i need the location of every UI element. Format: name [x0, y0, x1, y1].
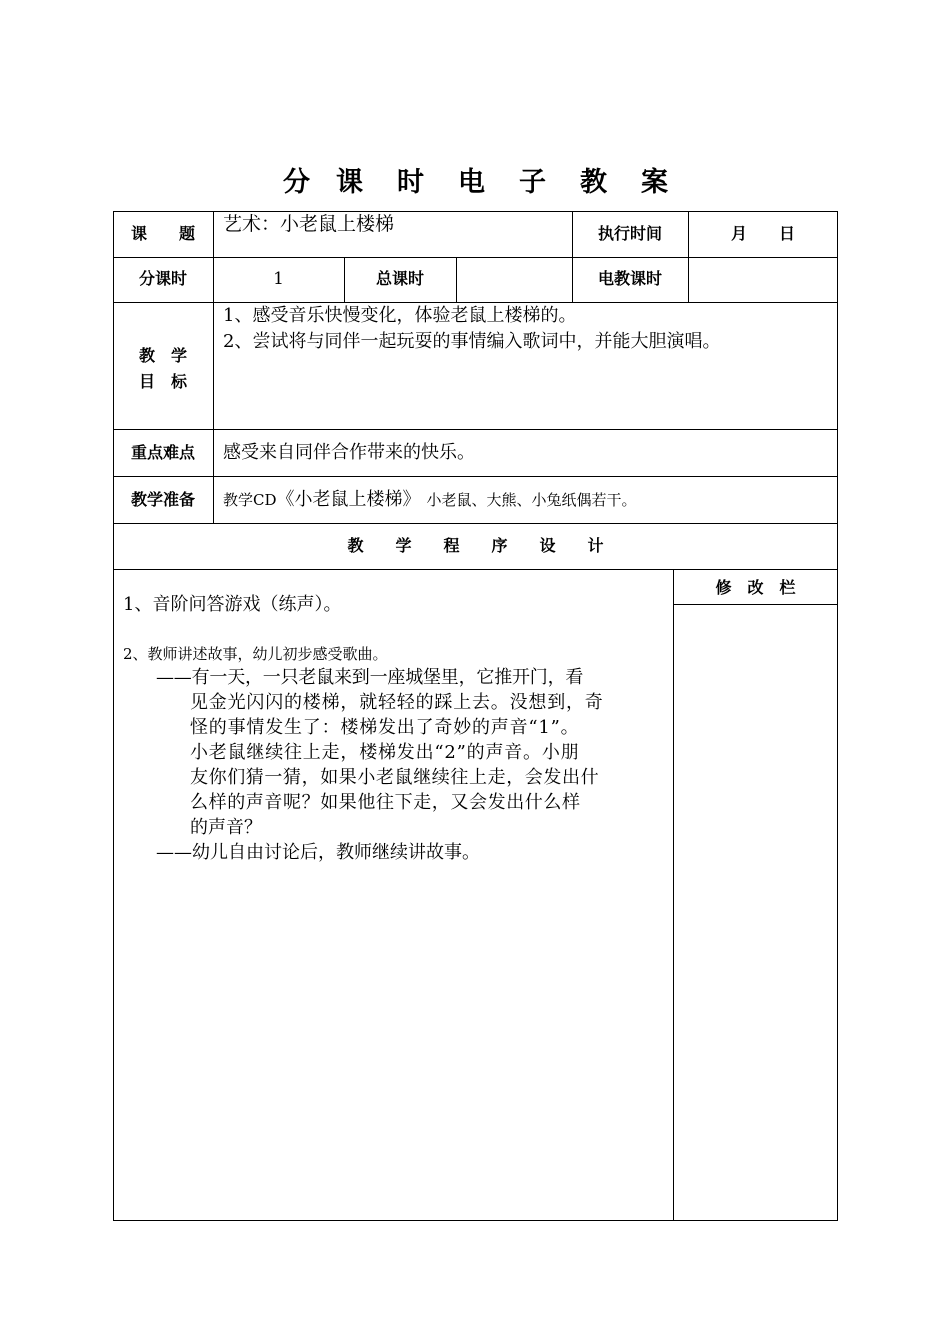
topic-label: 课 题: [130, 224, 195, 243]
exec-time-value: 月 日: [730, 224, 795, 243]
title-char: 分: [283, 167, 310, 198]
column-divider: [673, 569, 674, 1220]
title-char: 子: [519, 167, 546, 198]
topic-value: 艺术：小老鼠上楼梯: [223, 213, 395, 235]
column-divider: [456, 257, 457, 302]
story-closing: ——幼儿自由讨论后，教师继续讲故事。: [156, 842, 480, 863]
title-char: 时: [397, 167, 424, 198]
goal-line-2: 2、尝试将与同伴一起玩耍的事情编入歌词中，并能大胆演唱。: [223, 331, 721, 352]
story-line: 小老鼠继续往上走，楼梯发出“2”的声音。小朋: [190, 742, 580, 763]
goals-label: [113, 343, 213, 395]
preparation-cd-title: 《小老鼠上楼梯》: [276, 489, 412, 510]
story-line: 怪的事情发生了：楼梯发出了奇妙的声音“1”。: [190, 717, 580, 738]
column-divider: [213, 211, 214, 523]
story-line: 的声音？: [190, 817, 262, 838]
story-line: 见金光闪闪的楼梯，就轻轻的踩上去。没想到，奇: [190, 692, 604, 713]
av-period-label: 电教课时: [597, 269, 662, 288]
lesson-plan-table: [113, 211, 838, 1221]
table-border: [113, 1220, 838, 1221]
row-divider: [113, 429, 838, 430]
row-divider: [113, 523, 838, 524]
document-title: [113, 160, 838, 199]
title-char: 电: [458, 167, 485, 198]
goals-label-line: 目 标: [138, 372, 187, 391]
key-points-value: 感受来自同伴合作带来的快乐。: [223, 442, 475, 463]
row-divider: [673, 604, 838, 605]
goal-line-1: 1、感受音乐快慢变化，体验老鼠上楼梯的。: [223, 305, 577, 326]
procedure-step-2: 2、教师讲述故事，幼儿初步感受歌曲。: [123, 645, 388, 663]
table-border: [113, 211, 838, 212]
revision-header: 修 改 栏: [715, 578, 796, 597]
goals-label-line: 教 学: [138, 346, 187, 365]
exec-time-label: 执行时间: [597, 224, 662, 243]
preparation-prefix: 教学CD: [223, 491, 277, 509]
procedure-header: 教 学 程 序 设 计: [347, 536, 604, 555]
sub-period-value: 1: [273, 269, 284, 289]
title-char: 教: [580, 167, 607, 198]
story-line: 友你们猜一猜，如果小老鼠继续往上走，会发出什: [190, 767, 600, 788]
title-char: 案: [641, 167, 668, 198]
table-border: [837, 211, 838, 1221]
row-divider: [113, 257, 838, 258]
story-line: 么样的声音呢？如果他往下走，又会发出什么样: [190, 792, 581, 813]
key-points-label: 重点难点: [130, 443, 195, 462]
title-char: 课: [336, 167, 363, 198]
preparation-label: 教学准备: [130, 490, 195, 509]
total-period-label: 总课时: [375, 269, 424, 288]
row-divider: [113, 476, 838, 477]
story-line: ——有一天，一只老鼠来到一座城堡里，它推开门，看: [156, 667, 584, 688]
row-divider: [113, 569, 838, 570]
preparation-materials: 小老鼠、大熊、小兔纸偶若干。: [411, 491, 637, 509]
preparation-value: [223, 487, 637, 513]
procedure-step-1: 1、音阶问答游戏（练声）。: [123, 594, 342, 615]
sub-period-label: 分课时: [138, 269, 187, 288]
